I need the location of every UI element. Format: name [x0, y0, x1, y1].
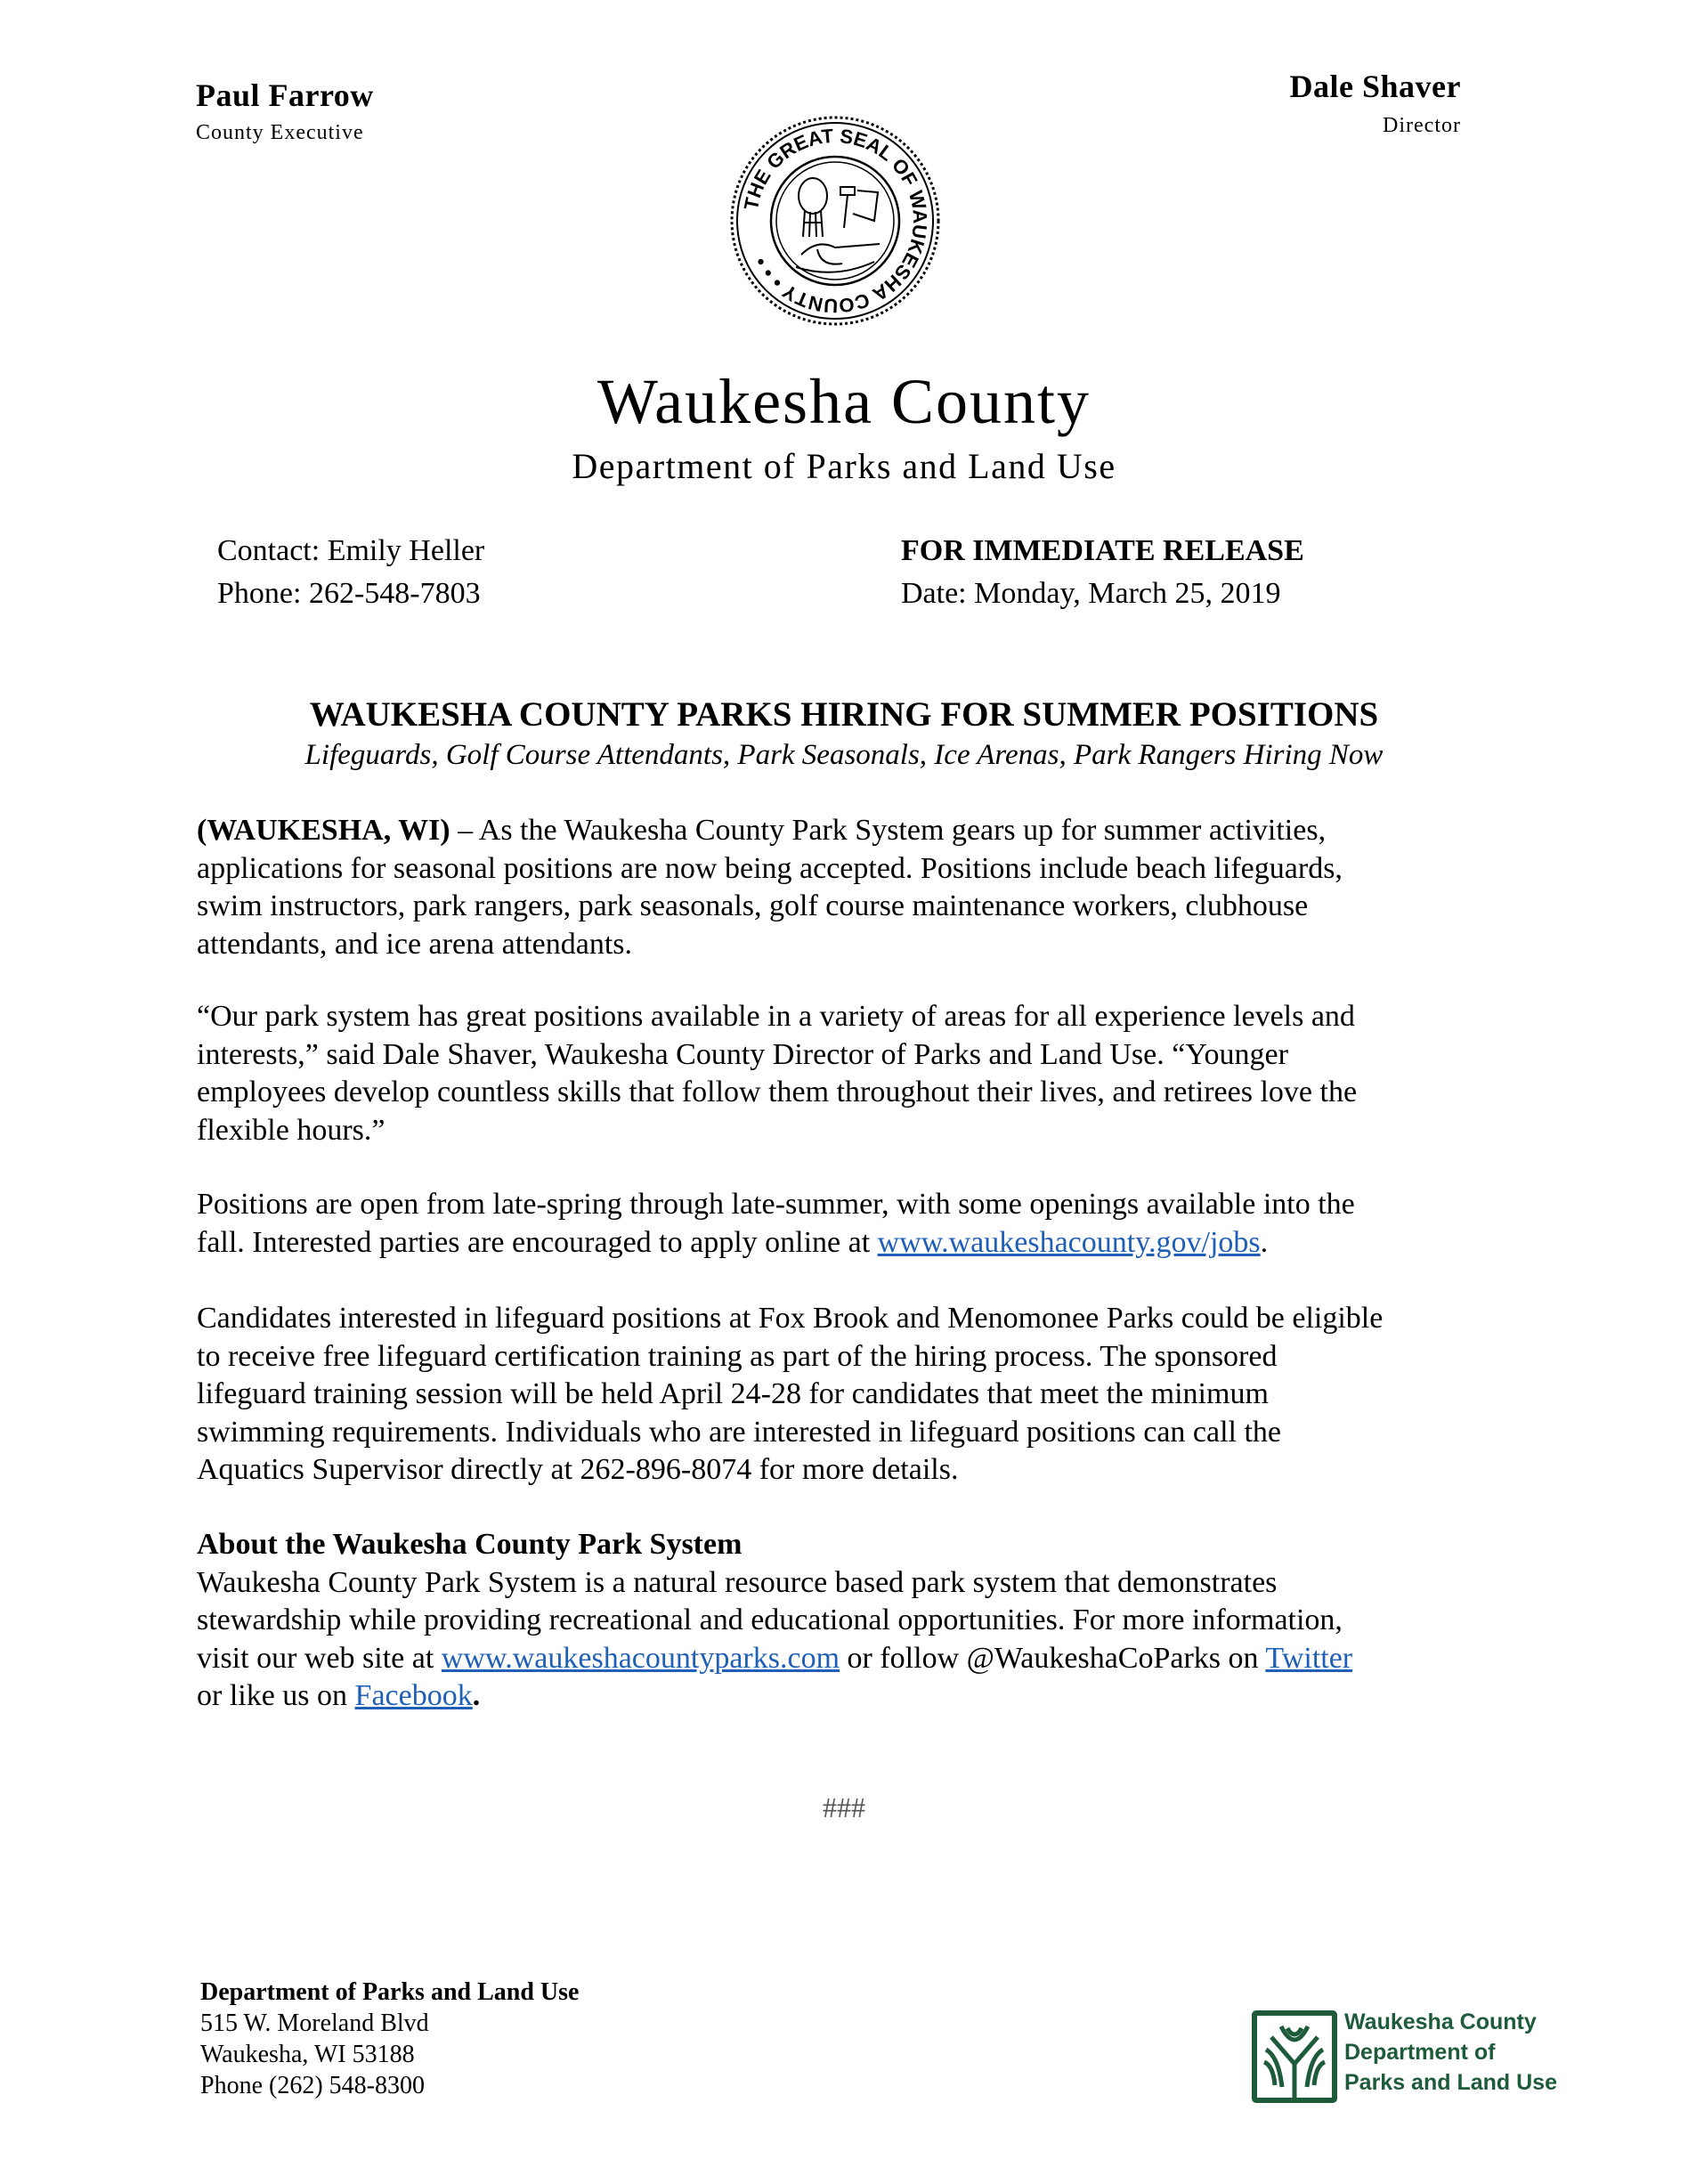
jobs-link[interactable]: www.waukeshacounty.gov/jobs: [877, 1225, 1261, 1259]
text-line: .: [1260, 1225, 1269, 1259]
about-heading: About the Waukesha County Park System: [197, 1528, 743, 1561]
logo-line3: Parks and Land Use: [1344, 2070, 1557, 2095]
end-mark: ###: [823, 1791, 865, 1823]
subheadline: Lifeguards, Golf Course Attendants, Park Seasonals, Ice Arenas, Park Rangers Hiring Now: [304, 739, 1384, 771]
logo-text: [1344, 2007, 1557, 2098]
logo-line1: Waukesha County: [1344, 2009, 1537, 2034]
text-line: Candidates interested in lifeguard positions at Fox Brook and Menomonee Parks could be eligible: [197, 1302, 1384, 1335]
paragraph-intro: [197, 812, 1505, 963]
contact-phone: Phone: 262-548-7803: [217, 577, 481, 610]
county-seal-icon: [728, 114, 942, 328]
text-line: visit our web site at: [197, 1641, 442, 1675]
text-line: employees develop countless skills that follow them throughout their lives, and retirees love the: [197, 1076, 1358, 1109]
paragraph-lifeguard: [197, 1300, 1505, 1490]
text-line: swim instructors, park rangers, park seasonals, golf course maintenance workers, clubhouse: [197, 889, 1309, 923]
director-title: Director: [1383, 114, 1461, 137]
facebook-link[interactable]: Facebook: [354, 1679, 473, 1713]
text-line: or follow @WaukeshaCoParks on: [840, 1641, 1266, 1675]
org-title: Waukesha County: [596, 366, 1092, 437]
text-line: Aquatics Supervisor directly at 262-896-8074 for more details.: [197, 1453, 959, 1487]
org-subtitle: Department of Parks and Land Use: [572, 446, 1116, 486]
text-line: interests,” said Dale Shaver, Waukesha County Director of Parks and Land Use. “Younger: [197, 1037, 1288, 1071]
text-line: attendants, and ice arena attendants.: [197, 927, 632, 961]
parks-website-link[interactable]: www.waukeshacountyparks.com: [441, 1641, 840, 1675]
text-line: flexible hours.”: [197, 1113, 385, 1147]
text-line: “Our park system has great positions available in a variety of areas for all experience levels and: [197, 1000, 1355, 1033]
logo-line2: Department of: [1344, 2040, 1496, 2065]
release-label: FOR IMMEDIATE RELEASE: [901, 534, 1304, 567]
text-line: Waukesha County Park System is a natural resource based park system that demonstrates: [197, 1565, 1278, 1599]
text-line: or like us on: [197, 1679, 355, 1713]
paragraph-quote: [197, 998, 1505, 1149]
text-line: .: [472, 1679, 481, 1713]
executive-title: County Executive: [196, 121, 364, 144]
headline: WAUKESHA COUNTY PARKS HIRING FOR SUMMER POSITIONS: [309, 695, 1379, 734]
text-line: fall. Interested parties are encouraged to apply online at: [197, 1225, 878, 1259]
text-line: swimming requirements. Individuals who are interested in lifeguard positions can call the: [197, 1415, 1282, 1449]
text-line: applications for seasonal positions are now being accepted. Positions include beach lifeguards,: [197, 851, 1343, 885]
text-line: Positions are open from late-spring through late-summer, with some openings available into the: [197, 1188, 1355, 1221]
text-line: to receive free lifeguard certification training as part of the hiring process. The sponsored: [197, 1339, 1278, 1373]
footer-phone: Phone (262) 548-8300: [200, 2072, 425, 2099]
contact-name: Contact: Emily Heller: [217, 534, 485, 567]
footer-dept: Department of Parks and Land Use: [200, 1978, 580, 2006]
twitter-link[interactable]: Twitter: [1265, 1641, 1353, 1675]
svg-text:THE GREAT SEAL OF WAUKESHA COU: THE GREAT SEAL OF WAUKESHA COUNTY • • •: [739, 124, 932, 318]
footer-city: Waukesha, WI 53188: [200, 2041, 415, 2068]
footer-address: [200, 1977, 579, 2101]
text-line: stewardship while providing recreational and educational opportunities. For more information,: [197, 1603, 1343, 1637]
about-section: [197, 1526, 1505, 1716]
executive-name: Paul Farrow: [196, 77, 374, 113]
paragraph-positions: [197, 1186, 1505, 1262]
dateline: (WAUKESHA, WI): [197, 814, 450, 847]
footer-street: 515 W. Moreland Blvd: [200, 2009, 429, 2037]
release-date: Date: Monday, March 25, 2019: [901, 577, 1281, 610]
text-line: lifeguard training session will be held April 24-28 for candidates that meet the minimum: [197, 1377, 1269, 1411]
director-name: Dale Shaver: [1289, 69, 1461, 104]
text-line: – As the Waukesha County Park System gears up for summer activities,: [450, 814, 1327, 847]
